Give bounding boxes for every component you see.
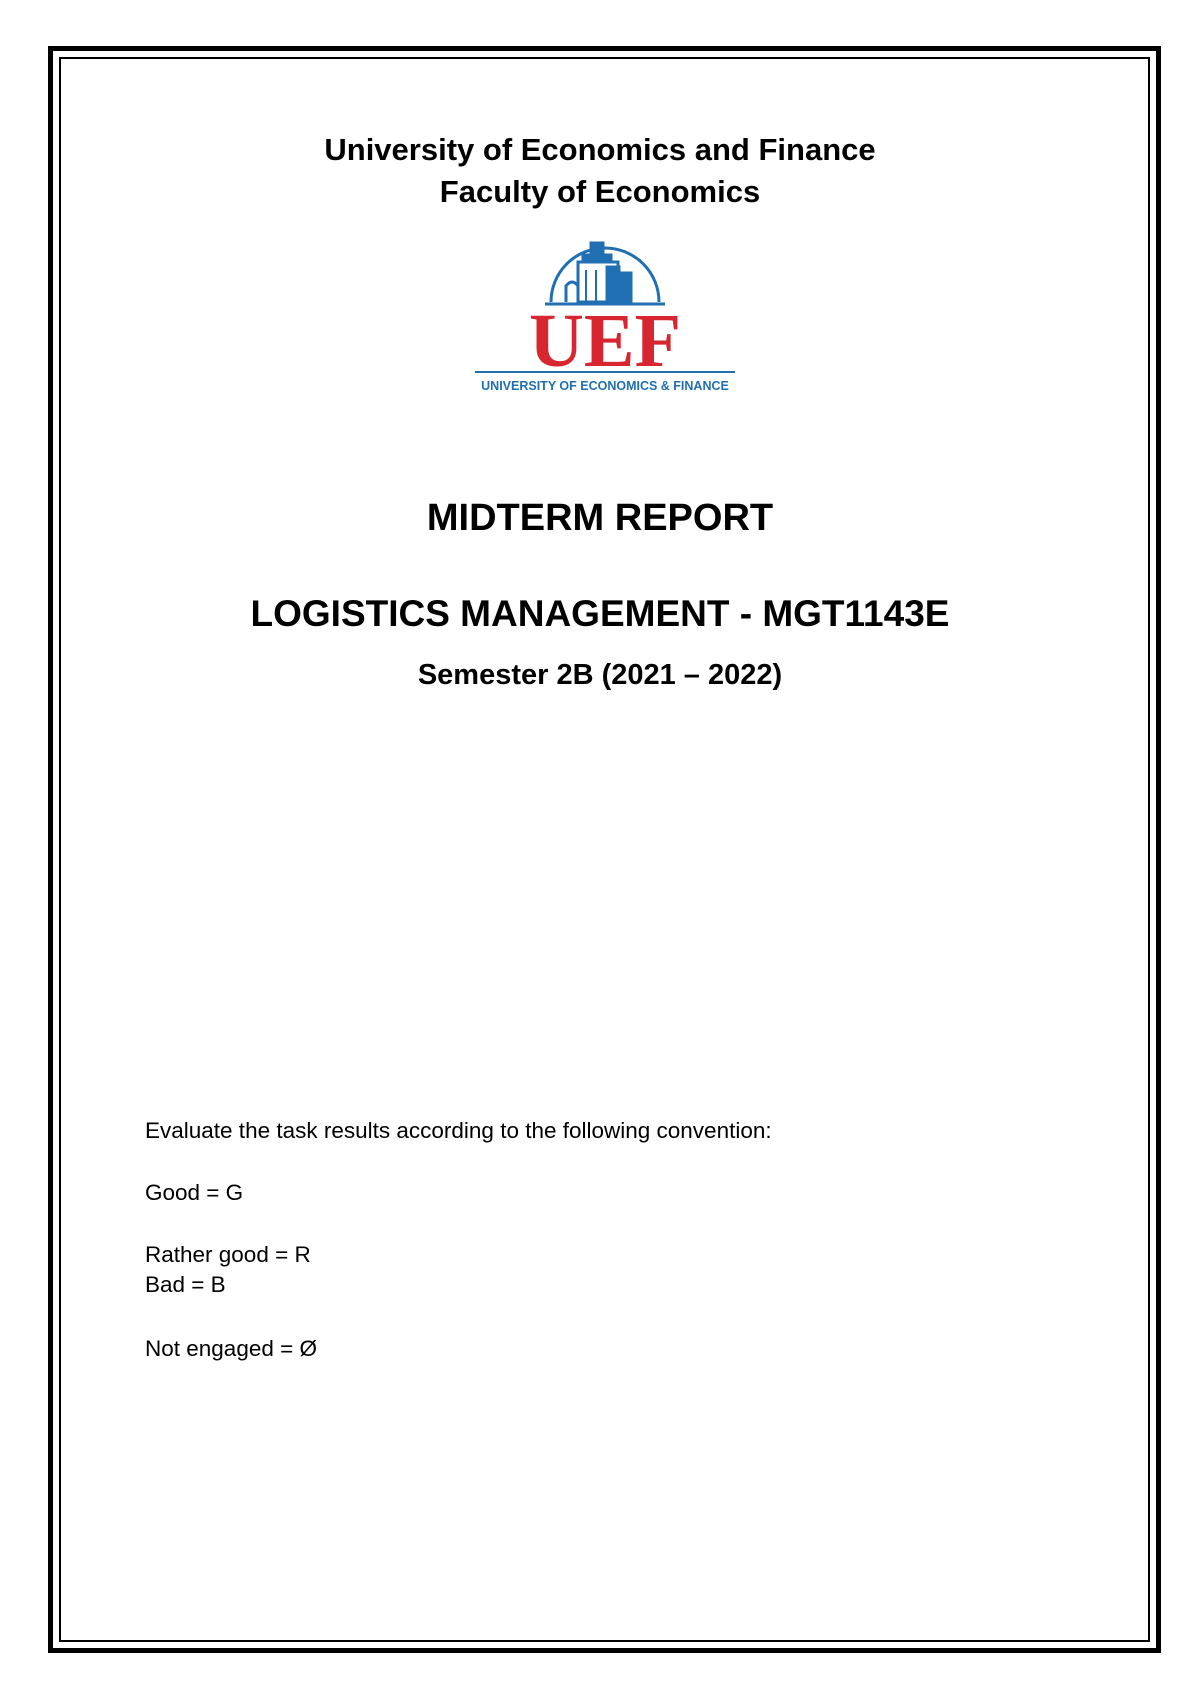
faculty-name: Faculty of Economics bbox=[439, 174, 761, 209]
convention-bad: Bad = B bbox=[145, 1272, 226, 1297]
convention-good: Good = G bbox=[145, 1180, 244, 1205]
logo-caption: UNIVERSITY OF ECONOMICS & FINANCE bbox=[481, 379, 729, 393]
semester-label: Semester 2B (2021 – 2022) bbox=[417, 659, 783, 691]
convention-intro: Evaluate the task results according to the following convention: bbox=[145, 1118, 772, 1143]
logo-wordmark: UEF bbox=[529, 299, 681, 383]
university-name: University of Economics and Finance bbox=[324, 132, 876, 167]
uef-logo bbox=[470, 224, 740, 399]
building-icon bbox=[545, 242, 665, 304]
convention-not-engaged: Not engaged = Ø bbox=[145, 1336, 318, 1361]
course-title: LOGISTICS MANAGEMENT - MGT1143E bbox=[250, 593, 950, 634]
convention-rather-good: Rather good = R bbox=[145, 1242, 311, 1267]
report-title: MIDTERM REPORT bbox=[426, 497, 774, 539]
